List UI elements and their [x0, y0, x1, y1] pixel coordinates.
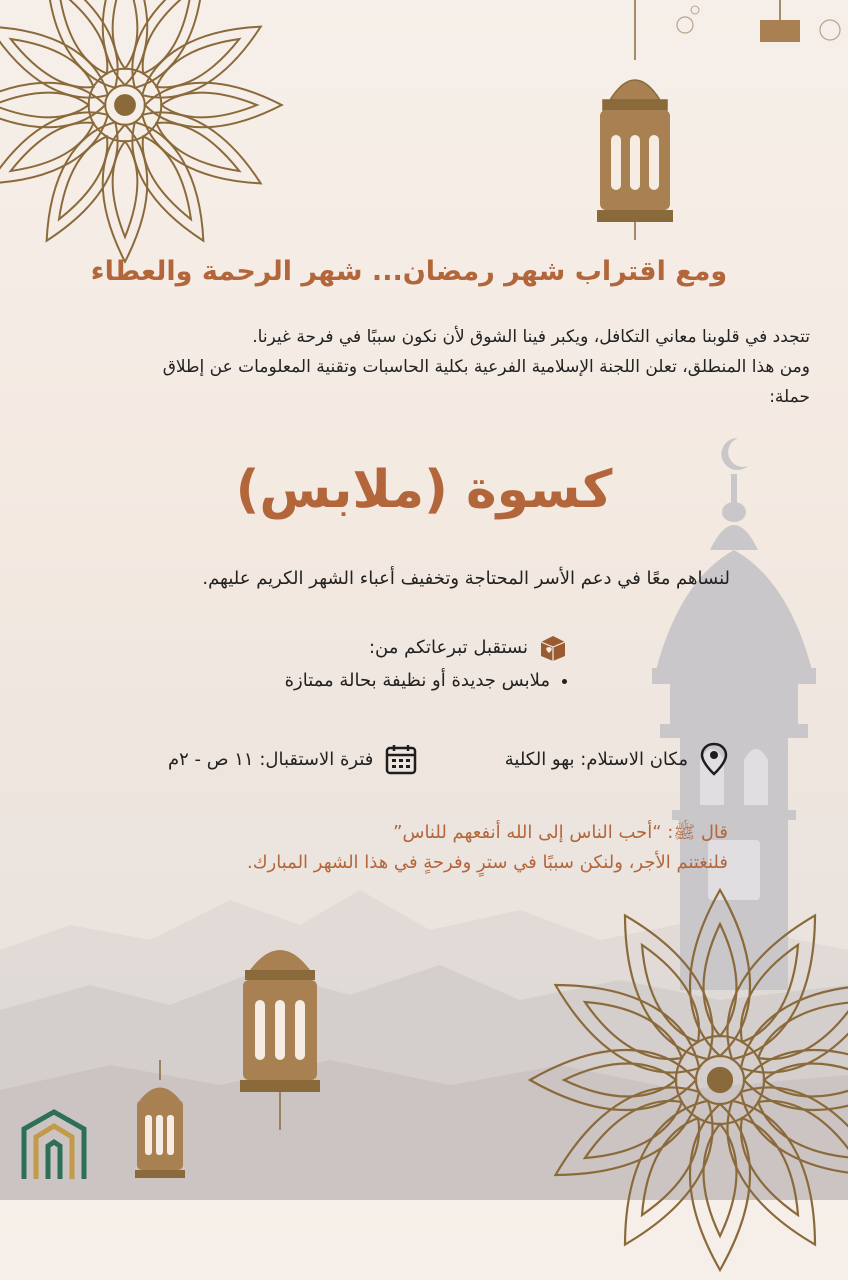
donations-section	[248, 632, 568, 691]
intro-line-1: تتجدد في قلوبنا معاني التكافل، ويكبر فينا الشوق لأن نكون سببًا في فرحة غيرنا.	[252, 327, 810, 347]
intro-line-2: ومن هذا المنطلق، تعلن اللجنة الإسلامية الفرعية بكلية الحاسبات وتقنية المعلومات عن إطلاق	[162, 357, 810, 377]
location-text: مكان الاستلام: بهو الكلية	[504, 748, 688, 770]
donation-box-icon	[538, 632, 568, 662]
info-row	[168, 742, 728, 776]
committee-logo	[14, 1104, 94, 1184]
intro-line-3: حملة:	[769, 387, 810, 407]
period-text: فترة الاستقبال: ١١ ص - ٢م	[168, 748, 374, 770]
lantern-ornament-top-right	[740, 0, 848, 60]
period-info	[168, 743, 417, 775]
hadith-block	[108, 818, 728, 878]
purpose-text: لنساهم معًا في دعم الأسر المحتاجة وتخفيف أعباء الشهر الكريم عليهم.	[202, 568, 730, 589]
hadith-line-1: قال ﷺ: “أحب الناس إلى الله أنفعهم للناس”	[393, 822, 728, 843]
lantern-ornament-top	[555, 0, 715, 240]
calendar-icon	[385, 743, 417, 775]
donations-heading: نستقبل تبرعاتكم من:	[368, 636, 528, 658]
intro-text	[30, 322, 810, 412]
donations-list	[248, 670, 568, 691]
location-info	[505, 742, 728, 776]
location-pin-icon	[700, 742, 728, 776]
mandala-ornament-top-left	[0, 0, 290, 270]
donations-item: • ملابس جديدة أو نظيفة بحالة ممتازة	[248, 670, 550, 691]
campaign-title: كسوة (ملابس)	[235, 460, 613, 520]
headline: ومع اقتراب شهر رمضان... شهر الرحمة والعطاء	[90, 256, 728, 287]
hadith-line-2: فلنغتنم الأجر، ولنكن سببًا في سترٍ وفرحةٍ في هذا الشهر المبارك.	[247, 852, 728, 873]
